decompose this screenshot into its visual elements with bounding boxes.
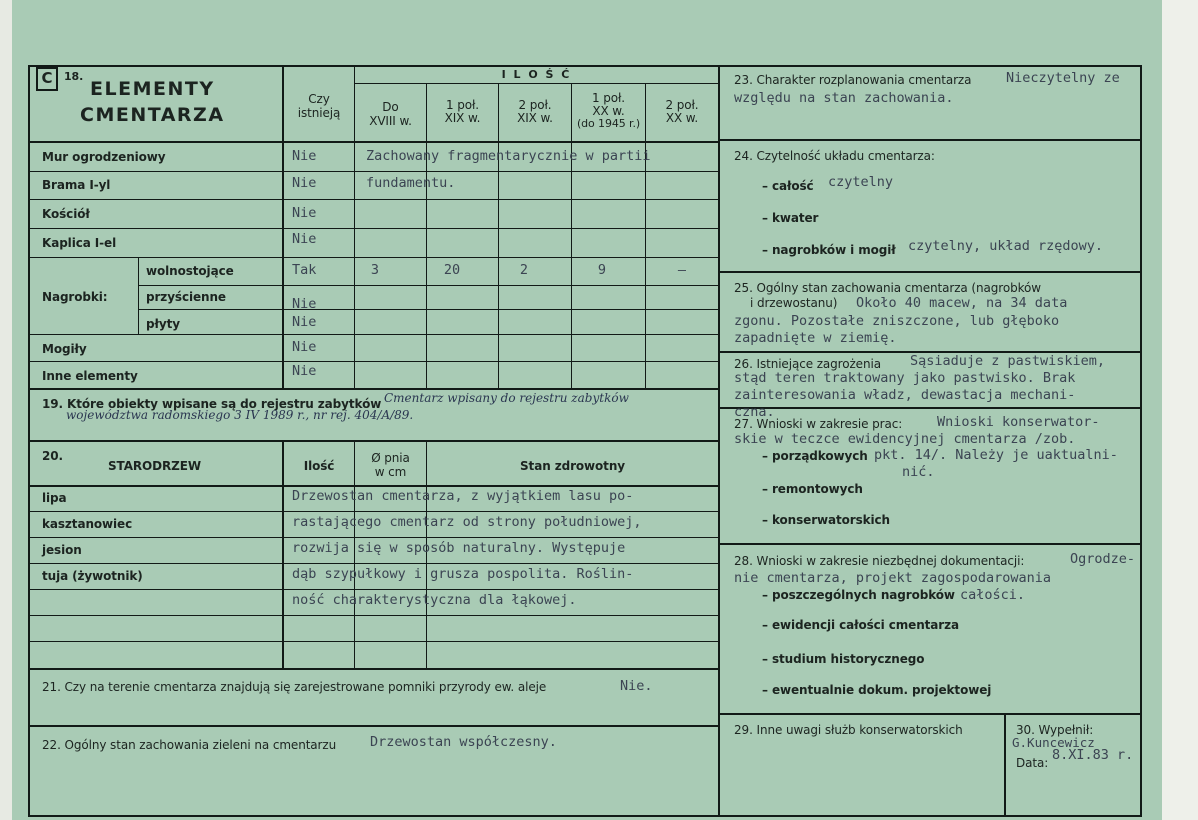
count-1pol-xx: 9 (597, 262, 607, 278)
row-wolnostojace-label: wolnostojące (146, 264, 234, 278)
row-przyscienne-label: przyścienne (146, 290, 226, 304)
period-4-line1: 1 poł. (591, 91, 626, 105)
period-3-line1: 2 poł. (518, 98, 552, 112)
s30-name: G.Kuncewicz (1012, 735, 1095, 750)
row-mogily-value: Nie (292, 339, 317, 355)
s20-title: STARODRZEW (108, 459, 201, 473)
period-5-line2: XX w. (665, 111, 699, 125)
title-cmentarza: CMENTARZA (80, 104, 225, 126)
tree-tuja: tuja (żywotnik) (42, 569, 143, 583)
s19-label: 19. Które obiekty wpisane są do rejestru zabytków (42, 397, 382, 411)
row-kaplica-value: Nie (292, 231, 317, 247)
s23-value-1: Nieczytelny ze (1006, 70, 1120, 86)
s30-date: 8.XI.83 r. (1052, 747, 1134, 763)
row-kosciol-label: Kościół (42, 207, 90, 221)
s27-item-remontowych: – remontowych (762, 482, 863, 496)
row-kaplica-label: Kaplica I-el (42, 236, 117, 250)
s20-number: 20. (42, 449, 63, 463)
s20-col-pnia-2: w cm (374, 465, 407, 479)
s23-value-2: względu na stan zachowania. (734, 90, 954, 106)
period-2-line2: XIX w. (444, 111, 481, 125)
s21-value: Nie. (620, 678, 653, 694)
count-1pol-xix: 20 (443, 262, 461, 278)
s28-item-ewentualnie: – ewentualnie dokum. projektowej (762, 683, 992, 697)
s27-value-3: pkt. 14/. Należy je uaktualni- (874, 447, 1118, 463)
s25-value-2: zgonu. Pozostałe zniszczone, lub głęboko (734, 313, 1060, 329)
s24-nagrobkow-value: czytelny, układ rzędowy. (908, 238, 1104, 254)
s25-value-3: zapadnięte w ziemię. (734, 330, 897, 346)
nagrobki-label: Nagrobki: (42, 290, 108, 304)
s20-col-pnia-1: Ø pnia (371, 451, 410, 465)
tree-jesion: jesion (42, 543, 82, 557)
s30-label: 30. Wypełnił: (1016, 723, 1094, 737)
count-2pol-xix: 2 (519, 262, 529, 278)
s28-item-ewidencji: – ewidencji całości cmentarza (762, 618, 959, 632)
s24-nagrobkow: – nagrobków i mogił (762, 243, 896, 257)
row-kosciol-value: Nie (292, 205, 317, 221)
row-plyty-label: płyty (146, 317, 180, 331)
s26-value-2: stąd teren traktowany jako pastwisko. Brak (734, 370, 1076, 386)
period-1-line1: Do (382, 100, 399, 114)
s28-value-2: nie cmentarza, projekt zagospodarowania (734, 570, 1051, 586)
tree-lipa: lipa (42, 491, 67, 505)
s26-value-3: zainteresowania władz, dewastacja mechani- (734, 387, 1076, 403)
s25-label-2: i drzewostanu) (750, 296, 838, 310)
s22-label: 22. Ogólny stan zachowania zieleni na cmentarzu (42, 738, 337, 752)
period-1-line2: XVIII w. (369, 114, 412, 128)
s20-note-line1: Drzewostan cmentarza, z wyjątkiem lasu po- (292, 488, 634, 504)
s28-item-poszczegolnych: – poszczególnych nagrobków (762, 588, 955, 602)
s28-value-1: Ogrodze- (1070, 551, 1136, 567)
period-2-line1: 1 poł. (445, 98, 480, 112)
row-plyty-value: Nie (292, 314, 317, 330)
row-mur-value: Nie (292, 148, 317, 164)
s22-value: Drzewostan współczesny. (370, 734, 557, 750)
row-wolnostojace-value: Tak (292, 262, 317, 278)
czy-istnieja-line1: Czy (308, 92, 330, 106)
s26-value-1: Sąsiaduje z pastwiskiem, (910, 353, 1106, 369)
s24-calosc: – całość (762, 179, 814, 193)
s24-label: 24. Czytelność układu cmentarza: (734, 149, 935, 163)
row-inne-value: Nie (292, 363, 317, 379)
s27-label: 27. Wnioski w zakresie prac: (734, 417, 903, 431)
s20-col-ilosc: Ilość (303, 459, 335, 473)
row-brama-value: Nie (292, 175, 317, 191)
czy-istnieja-line2: istnieją (297, 106, 341, 120)
section-18-number: 18. (64, 70, 84, 83)
period-4-line2: XX w. (592, 104, 625, 118)
ilosc-header: I L O Ś Ć (501, 68, 572, 81)
period-5-line1: 2 poł. (665, 98, 699, 112)
row-mogily-label: Mogiły (42, 342, 87, 356)
s24-kwater: – kwater (762, 211, 819, 225)
s30-data-label: Data: (1016, 756, 1049, 770)
s27-item-konserwatorskich: – konserwatorskich (762, 513, 890, 527)
count-do-xviii: 3 (370, 262, 380, 278)
s28-label: 28. Wnioski w zakresie niezbędnej dokumentacji: (734, 554, 1025, 568)
period-4-line3: (do 1945 r.) (576, 117, 641, 130)
title-elementy: ELEMENTY (90, 78, 215, 100)
s20-note-line3: rozwija się w sposób naturalny. Występuje (292, 540, 626, 556)
s25-label-1: 25. Ogólny stan zachowania cmentarza (nagrobków (734, 281, 1041, 295)
s25-value-1: Około 40 macew, na 34 data (856, 295, 1068, 311)
s19-handwritten-2: województwa radomskiego 3 IV 1989 r., nr rej. 404/A/89. (66, 408, 414, 422)
s27-value-2: skie w teczce ewidencyjnej cmentarza /zob. (734, 431, 1076, 447)
s26-value-4: czna. (734, 404, 775, 420)
s27-value-4: nić. (902, 464, 935, 480)
s20-col-stan: Stan zdrowotny (520, 459, 625, 473)
s28-item-studium: – studium historycznego (762, 652, 925, 666)
s27-value-1: Wnioski konserwator- (937, 414, 1100, 430)
s28-value-3: całości. (960, 587, 1026, 603)
row-inne-label: Inne elementy (42, 369, 138, 383)
mur-note-line1: Zachowany fragmentarycznie w partii (366, 148, 651, 164)
row-przyscienne-value: Nie (292, 296, 317, 312)
s26-label: 26. Istniejące zagrożenia (734, 357, 881, 371)
period-3-line2: XIX w. (517, 111, 553, 125)
s20-note-line5: ność charakterystyczna dla łąkowej. (292, 592, 577, 608)
s20-note-line2: rastającego cmentarz od strony południowej, (292, 514, 642, 530)
count-2pol-xx: – (677, 262, 687, 278)
mur-note-line2: fundamentu. (366, 175, 456, 191)
s24-calosc-value: czytelny (828, 174, 894, 190)
s19-handwritten-1: Cmentarz wpisany do rejestru zabytków (384, 391, 629, 405)
row-mur-label: Mur ogrodzeniowy (42, 150, 166, 164)
s21-label: 21. Czy na terenie cmentarza znajdują się zarejestrowane pomniki przyrody ew. aleje (42, 680, 547, 694)
section-c-box: C (36, 67, 58, 91)
scan-margin (1162, 0, 1198, 820)
row-brama-label: Brama I-yl (42, 178, 111, 192)
s27-item-porzadkowych: – porządkowych (762, 449, 868, 463)
tree-kasztanowiec: kasztanowiec (42, 517, 133, 531)
s20-note-line4: dąb szypułkowy i grusza pospolita. Roślin- (292, 566, 634, 582)
s29-label: 29. Inne uwagi służb konserwatorskich (734, 723, 963, 737)
s23-label: 23. Charakter rozplanowania cmentarza (734, 73, 972, 87)
